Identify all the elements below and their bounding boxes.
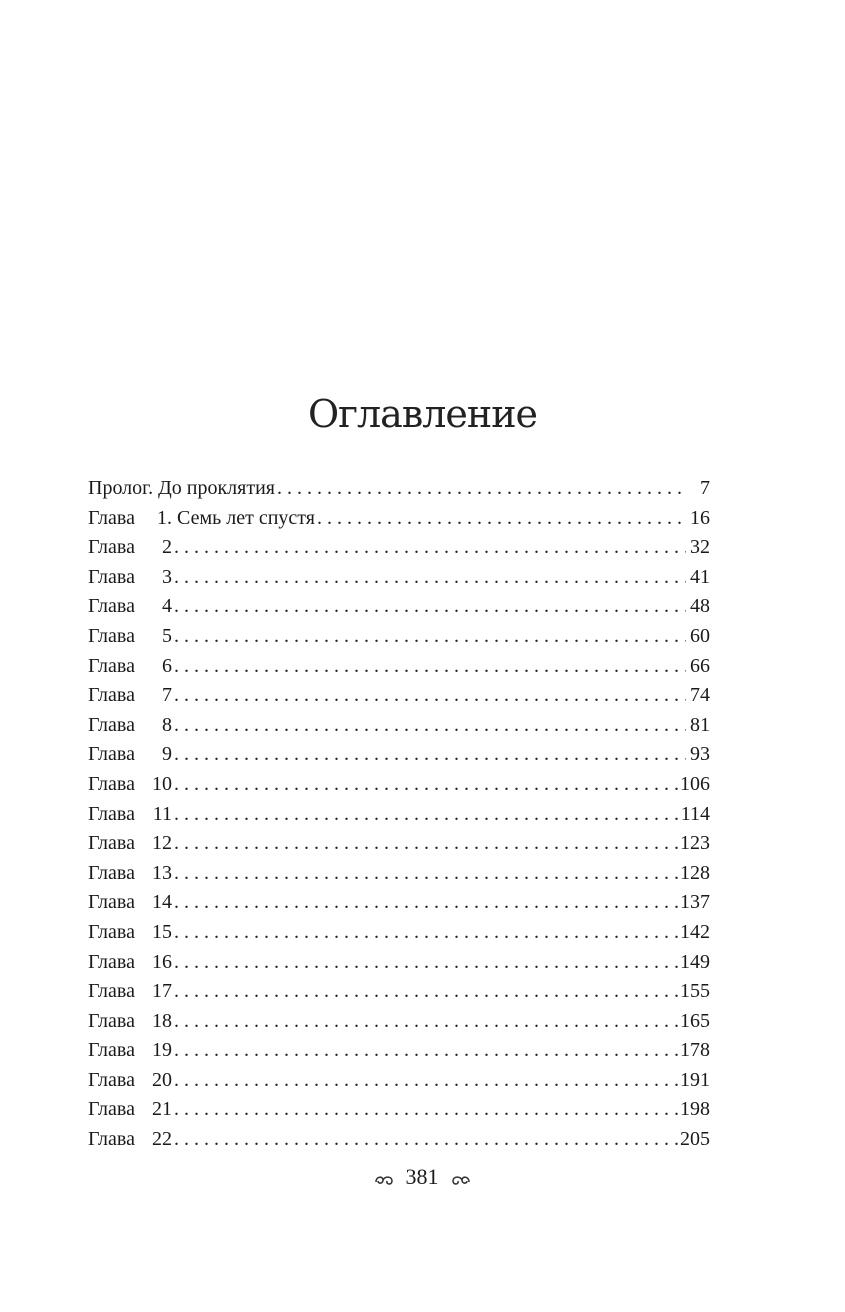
dot-leader bbox=[174, 770, 678, 800]
dot-leader bbox=[174, 859, 678, 889]
dot-leader bbox=[317, 504, 686, 534]
ornament-right-icon bbox=[450, 1168, 472, 1188]
toc-entry-page: 137 bbox=[680, 891, 710, 914]
toc-entry-label: Глава 10 bbox=[88, 772, 172, 795]
toc-entry-label: Глава 1. Семь лет спустя bbox=[88, 506, 315, 529]
dot-leader bbox=[174, 1036, 678, 1066]
toc-entry-page: 155 bbox=[680, 980, 710, 1003]
toc-entry-page: 178 bbox=[680, 1039, 710, 1062]
toc-entry-page: 81 bbox=[690, 713, 710, 736]
toc-entry-page: 41 bbox=[690, 565, 710, 588]
toc-entry[interactable] bbox=[88, 977, 710, 1007]
toc-entry[interactable] bbox=[88, 918, 710, 948]
toc-entry-label: Глава 12 bbox=[88, 832, 172, 855]
toc-entry[interactable] bbox=[88, 711, 710, 741]
dot-leader bbox=[174, 533, 686, 563]
dot-leader bbox=[174, 1007, 678, 1037]
dot-leader bbox=[174, 592, 686, 622]
dot-leader bbox=[174, 1095, 678, 1125]
toc-entry[interactable] bbox=[88, 740, 710, 770]
toc-entry-page: 123 bbox=[680, 832, 710, 855]
dot-leader bbox=[174, 1066, 678, 1096]
toc-entry[interactable] bbox=[88, 948, 710, 978]
toc-entry-page: 106 bbox=[680, 772, 710, 795]
toc-entry-page: 205 bbox=[680, 1128, 710, 1151]
toc-entry-page: 60 bbox=[690, 624, 710, 647]
toc-entry[interactable] bbox=[88, 652, 710, 682]
dot-leader bbox=[174, 740, 686, 770]
toc-entry-label: Глава 4 bbox=[88, 595, 172, 618]
toc-entry-page: 142 bbox=[680, 920, 710, 943]
page-title: Оглавление bbox=[307, 392, 538, 436]
dot-leader bbox=[174, 948, 678, 978]
dot-leader bbox=[174, 800, 679, 830]
toc-entry-label: Глава 7 bbox=[88, 684, 172, 707]
dot-leader bbox=[277, 474, 686, 504]
toc-entry-label: Глава 21 bbox=[88, 1098, 172, 1121]
toc-entry-label: Глава 17 bbox=[88, 980, 172, 1003]
toc-entry-page: 128 bbox=[680, 861, 710, 884]
toc-entry[interactable] bbox=[88, 563, 710, 593]
toc-entry-label: Глава 22 bbox=[88, 1128, 172, 1151]
toc-entry-label: Глава 20 bbox=[88, 1068, 172, 1091]
toc-entry[interactable] bbox=[88, 1007, 710, 1037]
toc-entry-page: 114 bbox=[680, 802, 710, 825]
toc-entry[interactable] bbox=[88, 829, 710, 859]
ornament-left-icon bbox=[373, 1168, 400, 1188]
toc-entry[interactable] bbox=[88, 1036, 710, 1066]
toc-entry-label: Глава 5 bbox=[88, 624, 172, 647]
dot-leader bbox=[174, 563, 686, 593]
toc-entry[interactable] bbox=[88, 1095, 710, 1125]
dot-leader bbox=[174, 681, 686, 711]
dot-leader bbox=[174, 622, 686, 652]
toc-entry-label: Глава 18 bbox=[88, 1009, 172, 1032]
toc-entry-page: 16 bbox=[690, 506, 710, 529]
toc-entry-label: Глава 14 bbox=[88, 891, 172, 914]
toc-entry-page: 198 bbox=[680, 1098, 710, 1121]
toc-entry-page: 32 bbox=[690, 536, 710, 559]
toc-entry-page: 93 bbox=[690, 743, 710, 766]
dot-leader bbox=[174, 1125, 678, 1155]
toc-entry[interactable] bbox=[88, 592, 710, 622]
dot-leader bbox=[174, 918, 678, 948]
toc-entry-label: Глава 9 bbox=[88, 743, 172, 766]
toc-entry-label: Глава 3 bbox=[88, 565, 172, 588]
toc-entry-label: Глава 13 bbox=[88, 861, 172, 884]
toc-entry[interactable] bbox=[88, 1125, 710, 1155]
toc-entry-label: Глава 16 bbox=[88, 950, 172, 973]
toc-entry[interactable] bbox=[88, 859, 710, 889]
dot-leader bbox=[174, 888, 678, 918]
toc-entry-page: 48 bbox=[690, 595, 710, 618]
dot-leader bbox=[174, 711, 686, 741]
toc-entry[interactable] bbox=[88, 888, 710, 918]
toc-entry-label: Глава 19 bbox=[88, 1039, 172, 1062]
table-of-contents bbox=[88, 474, 710, 1155]
toc-entry[interactable] bbox=[88, 681, 710, 711]
dot-leader bbox=[174, 977, 678, 1007]
toc-entry-label: Глава 2 bbox=[88, 536, 172, 559]
toc-entry[interactable] bbox=[88, 533, 710, 563]
toc-entry[interactable] bbox=[88, 770, 710, 800]
toc-entry-label: Глава 11 bbox=[88, 802, 172, 825]
page-number: 381 bbox=[405, 1164, 439, 1189]
dot-leader bbox=[174, 652, 686, 682]
toc-entry-page: 7 bbox=[700, 477, 710, 499]
toc-entry-page: 149 bbox=[680, 950, 710, 973]
toc-entry-label: Глава 8 bbox=[88, 713, 172, 736]
dot-leader bbox=[174, 829, 678, 859]
page-number-footer bbox=[0, 1164, 845, 1190]
toc-entry[interactable] bbox=[88, 474, 710, 504]
toc-entry-label: Пролог. До проклятия bbox=[88, 477, 275, 499]
toc-entry[interactable] bbox=[88, 1066, 710, 1096]
toc-entry-page: 165 bbox=[680, 1009, 710, 1032]
toc-entry[interactable] bbox=[88, 800, 710, 830]
toc-entry-label: Глава 15 bbox=[88, 920, 172, 943]
toc-entry-page: 191 bbox=[680, 1068, 710, 1091]
toc-entry-page: 66 bbox=[690, 654, 710, 677]
toc-entry[interactable] bbox=[88, 504, 710, 534]
toc-entry-label: Глава 6 bbox=[88, 654, 172, 677]
toc-entry[interactable] bbox=[88, 622, 710, 652]
toc-entry-page: 74 bbox=[690, 684, 710, 707]
